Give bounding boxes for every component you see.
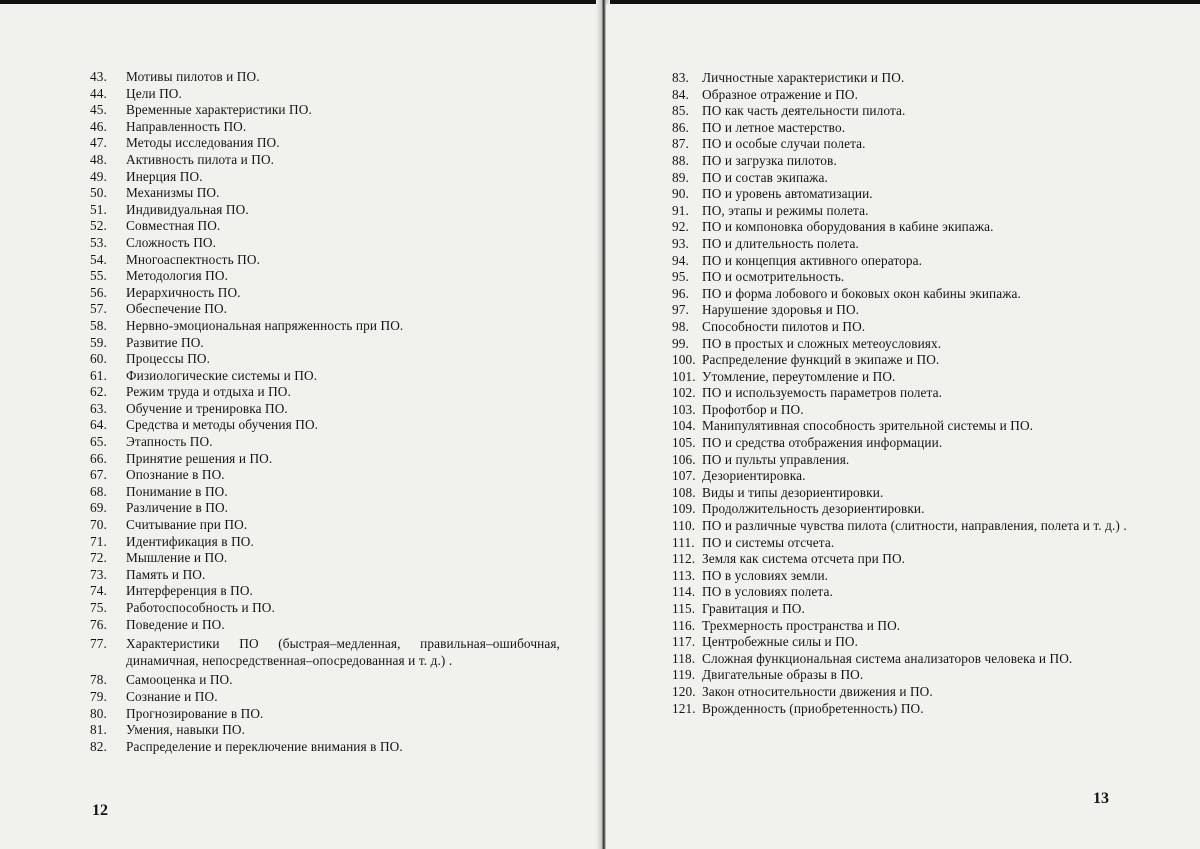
list-item — [672, 219, 1152, 236]
list-item — [90, 617, 560, 634]
item-number: 110. — [672, 518, 696, 534]
item-text: Принятие решения и ПО. — [126, 450, 273, 466]
item-number: 103. — [672, 401, 696, 417]
item-text: Методология ПО. — [126, 268, 229, 284]
list-item — [90, 484, 560, 501]
list-item — [672, 402, 1152, 419]
item-number: 44. — [90, 85, 107, 101]
item-number: 79. — [90, 688, 107, 704]
item-text: ПО и системы отсчета. — [702, 534, 835, 550]
item-number: 53. — [90, 234, 107, 250]
item-number: 74. — [90, 583, 107, 599]
item-text: Сложная функциональная система анализаторов человека и ПО. — [702, 650, 1073, 666]
right-page — [606, 4, 1200, 849]
item-number: 96. — [672, 285, 689, 301]
right-page-number: 13 — [1093, 790, 1109, 807]
list-item — [672, 153, 1152, 170]
item-number: 57. — [90, 301, 107, 317]
list-item — [90, 600, 560, 617]
item-number: 71. — [90, 533, 107, 549]
list-item — [90, 102, 560, 119]
item-text: ПО и концепция активного оператора. — [702, 252, 923, 268]
item-text: Опознание в ПО. — [126, 467, 225, 483]
list-item — [672, 385, 1152, 402]
item-number: 59. — [90, 334, 107, 350]
item-text: Понимание в ПО. — [126, 483, 228, 499]
item-text: Направленность ПО. — [126, 118, 247, 134]
item-number: 87. — [672, 136, 689, 152]
item-text: Нервно-эмоциональная напряженность при ПО. — [126, 317, 404, 333]
list-item — [672, 601, 1152, 618]
item-text: Характеристики ПО (быстрая–медленная, правильная–ошибочная, динамичная, непосредственная–опосредованная и т. д.) . — [126, 636, 560, 668]
item-text: ПО и осмотрительность. — [702, 269, 845, 285]
item-text: Дезориентировка. — [702, 468, 806, 484]
item-text: Обучение и тренировка ПО. — [126, 400, 288, 416]
item-number: 85. — [672, 103, 689, 119]
item-number: 108. — [672, 484, 696, 500]
item-number: 76. — [90, 616, 107, 632]
item-number: 68. — [90, 483, 107, 499]
item-text: Манипулятивная способность зрительной системы и ПО. — [702, 418, 1034, 434]
list-item — [90, 335, 560, 352]
list-item — [672, 701, 1152, 718]
item-text: Сложность ПО. — [126, 234, 217, 250]
list-item — [672, 269, 1152, 286]
list-item — [672, 87, 1152, 104]
list-item — [672, 236, 1152, 253]
list-item — [90, 534, 560, 551]
list-item — [672, 136, 1152, 153]
item-number: 46. — [90, 118, 107, 134]
list-item — [90, 152, 560, 169]
list-item — [90, 550, 560, 567]
item-text: ПО и компоновка оборудования в кабине экипажа. — [702, 219, 994, 235]
item-number: 98. — [672, 318, 689, 334]
item-text: Развитие ПО. — [126, 334, 204, 350]
item-text: Считывание при ПО. — [126, 517, 248, 533]
list-item — [90, 689, 560, 706]
list-item — [672, 518, 1152, 535]
item-number: 67. — [90, 467, 107, 483]
item-text: ПО и длительность полета. — [702, 235, 859, 251]
item-text: Распределение и переключение внимания в ПО. — [126, 738, 403, 754]
item-text: Способности пилотов и ПО. — [702, 318, 866, 334]
item-number: 66. — [90, 450, 107, 466]
item-number: 56. — [90, 284, 107, 300]
list-item — [90, 401, 560, 418]
item-text: Интерференция в ПО. — [126, 583, 253, 599]
item-text: Самооценка и ПО. — [126, 672, 233, 688]
item-text: Утомление, переутомление и ПО. — [702, 368, 896, 384]
item-number: 107. — [672, 468, 696, 484]
item-text: Физиологические системы и ПО. — [126, 367, 318, 383]
list-item — [672, 253, 1152, 270]
item-number: 48. — [90, 151, 107, 167]
item-text: Продолжительность дезориентировки. — [702, 501, 925, 517]
list-item — [90, 86, 560, 103]
item-text: Режим труда и отдыха и ПО. — [126, 384, 291, 400]
list-item — [672, 584, 1152, 601]
item-number: 55. — [90, 268, 107, 284]
list-item — [672, 352, 1152, 369]
list-item — [90, 202, 560, 219]
list-item — [90, 583, 560, 600]
item-number: 88. — [672, 152, 689, 168]
list-item — [90, 285, 560, 302]
item-text: Обеспечение ПО. — [126, 301, 228, 317]
list-item — [672, 468, 1152, 485]
list-item — [90, 351, 560, 368]
item-number: 105. — [672, 435, 696, 451]
list-item — [90, 268, 560, 285]
item-text: Прогнозирование в ПО. — [126, 705, 264, 721]
item-text: Поведение и ПО. — [126, 616, 225, 632]
list-item — [672, 501, 1152, 518]
list-item — [672, 203, 1152, 220]
item-text: Закон относительности движения и ПО. — [702, 683, 933, 699]
item-number: 52. — [90, 218, 107, 234]
item-text: Иерархичность ПО. — [126, 284, 241, 300]
list-item — [672, 551, 1152, 568]
list-item — [672, 302, 1152, 319]
list-item — [90, 451, 560, 468]
item-text: ПО в простых и сложных метеоусловиях. — [702, 335, 942, 351]
item-text: Нарушение здоровья и ПО. — [702, 302, 860, 318]
item-number: 92. — [672, 219, 689, 235]
list-item — [90, 636, 560, 669]
item-text: Виды и типы дезориентировки. — [702, 484, 884, 500]
list-item — [672, 684, 1152, 701]
item-number: 97. — [672, 302, 689, 318]
item-number: 64. — [90, 417, 107, 433]
item-text: Память и ПО. — [126, 566, 206, 582]
item-text: Двигательные образы в ПО. — [702, 667, 864, 683]
item-text: Индивидуальная ПО. — [126, 201, 249, 217]
item-text: Инерция ПО. — [126, 168, 203, 184]
item-text: ПО и летное мастерство. — [702, 119, 846, 135]
item-number: 99. — [672, 335, 689, 351]
item-number: 80. — [90, 705, 107, 721]
item-number: 82. — [90, 738, 107, 754]
item-number: 43. — [90, 69, 107, 84]
item-text: Временные характеристики ПО. — [126, 102, 312, 118]
item-number: 72. — [90, 550, 107, 566]
list-item — [90, 517, 560, 534]
item-text: Личностные характеристики и ПО. — [702, 70, 905, 85]
list-item — [90, 417, 560, 434]
item-number: 83. — [672, 70, 689, 85]
item-number: 101. — [672, 368, 696, 384]
list-item — [90, 706, 560, 723]
list-item — [672, 319, 1152, 336]
item-text: Образное отражение и ПО. — [702, 86, 859, 102]
list-item — [672, 369, 1152, 386]
item-number: 63. — [90, 400, 107, 416]
list-item — [672, 418, 1152, 435]
item-text: Процессы ПО. — [126, 351, 211, 367]
item-text: Центробежные силы и ПО. — [702, 634, 859, 650]
item-number: 51. — [90, 201, 107, 217]
list-item — [672, 485, 1152, 502]
list-item — [90, 672, 560, 689]
item-number: 77. — [90, 636, 107, 652]
item-text: Средства и методы обучения ПО. — [126, 417, 319, 433]
item-text: Различение в ПО. — [126, 500, 229, 516]
list-item — [90, 218, 560, 235]
item-number: 121. — [672, 700, 696, 716]
item-text: ПО, этапы и режимы полета. — [702, 202, 869, 218]
item-number: 95. — [672, 269, 689, 285]
item-number: 120. — [672, 683, 696, 699]
item-text: Гравитация и ПО. — [702, 601, 805, 616]
item-number: 81. — [90, 722, 107, 738]
item-text: Совместная ПО. — [126, 218, 221, 234]
item-text: Врожденность (приобретенность) ПО. — [702, 700, 924, 716]
list-item — [672, 336, 1152, 353]
item-number: 115. — [672, 601, 696, 616]
item-number: 75. — [90, 600, 107, 615]
item-text: Распределение функций в экипаже и ПО. — [702, 352, 940, 368]
item-text: Земля как система отсчета при ПО. — [702, 551, 906, 567]
item-number: 112. — [672, 551, 696, 567]
item-text: ПО в условиях земли. — [702, 567, 829, 583]
item-number: 86. — [672, 119, 689, 135]
item-number: 60. — [90, 351, 107, 367]
list-item — [672, 667, 1152, 684]
list-item — [90, 318, 560, 335]
list-item — [672, 634, 1152, 651]
list-item — [672, 103, 1152, 120]
list-item — [90, 69, 560, 86]
item-text: Мотивы пилотов и ПО. — [126, 69, 260, 84]
list-item — [672, 535, 1152, 552]
item-text: Многоаспектность ПО. — [126, 251, 261, 267]
list-item — [672, 651, 1152, 668]
item-number: 47. — [90, 135, 107, 151]
item-text: Идентификация в ПО. — [126, 533, 254, 549]
right-page-list — [672, 70, 1152, 717]
item-number: 49. — [90, 168, 107, 184]
list-item — [90, 722, 560, 739]
item-number: 104. — [672, 418, 696, 434]
list-item — [90, 567, 560, 584]
item-number: 58. — [90, 317, 107, 333]
item-text: ПО и средства отображения информации. — [702, 435, 943, 451]
left-page-list — [90, 69, 560, 755]
item-text: ПО и уровень автоматизации. — [702, 186, 873, 202]
list-item — [90, 169, 560, 186]
item-number: 117. — [672, 634, 696, 650]
item-text: Цели ПО. — [126, 85, 182, 101]
item-number: 89. — [672, 169, 689, 185]
item-text: Механизмы ПО. — [126, 185, 220, 201]
item-text: ПО в условиях полета. — [702, 584, 833, 600]
list-item — [672, 452, 1152, 469]
item-number: 91. — [672, 202, 689, 218]
item-number: 94. — [672, 252, 689, 268]
list-item — [672, 286, 1152, 303]
item-number: 84. — [672, 86, 689, 102]
item-number: 100. — [672, 352, 696, 368]
item-text: ПО и используемость параметров полета. — [702, 385, 943, 401]
item-number: 113. — [672, 567, 696, 583]
item-text: ПО и состав экипажа. — [702, 169, 828, 185]
item-number: 45. — [90, 102, 107, 118]
list-item — [672, 170, 1152, 187]
item-number: 65. — [90, 434, 107, 450]
item-text: ПО и различные чувства пилота (слитности, направления, полета и т. д.) . — [702, 518, 1127, 534]
item-text: ПО и загрузка пилотов. — [702, 152, 837, 168]
item-number: 62. — [90, 384, 107, 400]
item-text: Сознание и ПО. — [126, 688, 218, 704]
list-item — [672, 120, 1152, 137]
item-number: 69. — [90, 500, 107, 516]
list-item — [90, 739, 560, 756]
list-item — [90, 434, 560, 451]
item-number: 93. — [672, 235, 689, 251]
item-number: 109. — [672, 501, 696, 517]
item-text: ПО и форма лобового и боковых окон кабины экипажа. — [702, 285, 1021, 301]
list-item — [90, 384, 560, 401]
item-number: 78. — [90, 672, 107, 688]
item-text: ПО и пульты управления. — [702, 451, 850, 467]
list-item — [672, 435, 1152, 452]
item-text: Мышление и ПО. — [126, 550, 228, 566]
list-item — [672, 186, 1152, 203]
list-item — [672, 70, 1152, 87]
item-text: Активность пилота и ПО. — [126, 151, 275, 167]
item-number: 111. — [672, 534, 695, 550]
item-number: 114. — [672, 584, 696, 600]
item-text: Умения, навыки ПО. — [126, 722, 246, 738]
item-number: 102. — [672, 385, 696, 401]
item-number: 61. — [90, 367, 107, 383]
item-text: ПО и особые случаи полета. — [702, 136, 866, 152]
list-item — [90, 252, 560, 269]
item-text: Работоспособность и ПО. — [126, 600, 275, 615]
item-number: 70. — [90, 517, 107, 533]
list-item — [90, 119, 560, 136]
list-item — [672, 618, 1152, 635]
list-item — [90, 368, 560, 385]
list-item — [672, 568, 1152, 585]
item-text: ПО как часть деятельности пилота. — [702, 103, 906, 119]
left-page-number: 12 — [92, 802, 108, 819]
item-text: Профотбор и ПО. — [702, 401, 804, 417]
list-item — [90, 301, 560, 318]
list-item — [90, 135, 560, 152]
item-number: 106. — [672, 451, 696, 467]
item-number: 119. — [672, 667, 696, 683]
item-text: Этапность ПО. — [126, 434, 213, 450]
left-page — [0, 4, 603, 849]
list-item — [90, 500, 560, 517]
item-number: 54. — [90, 251, 107, 267]
item-number: 118. — [672, 650, 696, 666]
item-number: 116. — [672, 617, 696, 633]
item-text: Методы исследования ПО. — [126, 135, 280, 151]
item-number: 90. — [672, 186, 689, 202]
item-number: 73. — [90, 566, 107, 582]
list-item — [90, 185, 560, 202]
item-number: 50. — [90, 185, 107, 201]
list-item — [90, 235, 560, 252]
item-text: Трехмерность пространства и ПО. — [702, 617, 901, 633]
list-item — [90, 467, 560, 484]
